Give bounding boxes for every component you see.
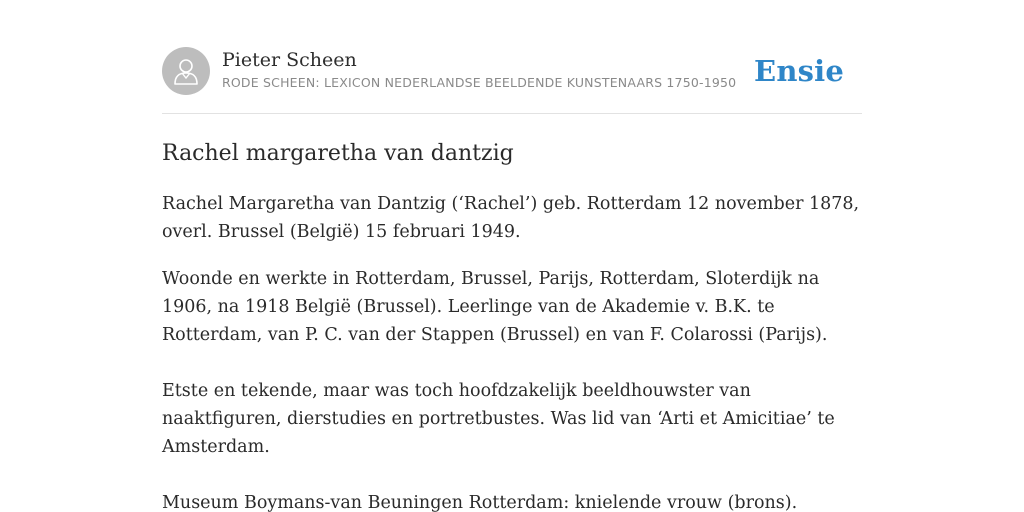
author-block [222, 48, 738, 92]
page-title: Rachel margaretha van dantzig [162, 141, 514, 166]
article-body [162, 190, 862, 512]
article-paragraph: Rachel Margaretha van Dantzig (‘Rachel’) geb. Rotterdam 12 november 1878, overl. Brussel (België) 15 februari 1949. [162, 194, 860, 242]
header-divider [162, 113, 862, 114]
article-paragraph: Museum Boymans-van Beuningen Rotterdam: knielende vrouw (brons). [162, 493, 798, 512]
article-paragraph: Etste en tekende, maar was toch hoofdzakelijk beeldhouwster van naaktfiguren, dierstudies en portretbustes. Was lid van ‘Arti et Amicitiae’ te Amsterdam. [162, 381, 835, 457]
author-name[interactable]: Pieter Scheen [222, 49, 357, 71]
article-card [162, 46, 862, 512]
user-icon [173, 57, 199, 85]
source-name[interactable]: RODE SCHEEN: LEXICON NEDERLANDSE BEELDENDE KUNSTENAARS 1750-1950 [222, 75, 737, 90]
article-header [162, 46, 862, 96]
avatar[interactable] [162, 47, 210, 95]
article-paragraph: Woonde en werkte in Rotterdam, Brussel, Parijs, Rotterdam, Sloterdijk na 1906, na 1918 België (Brussel). Leerlinge van de Akademie v. B.K. te Rotterdam, van P. C. van der Stappen (Brussel) en van F. Colarossi (Parijs). [162, 269, 828, 345]
brand-logo[interactable]: Ensie [754, 54, 844, 88]
